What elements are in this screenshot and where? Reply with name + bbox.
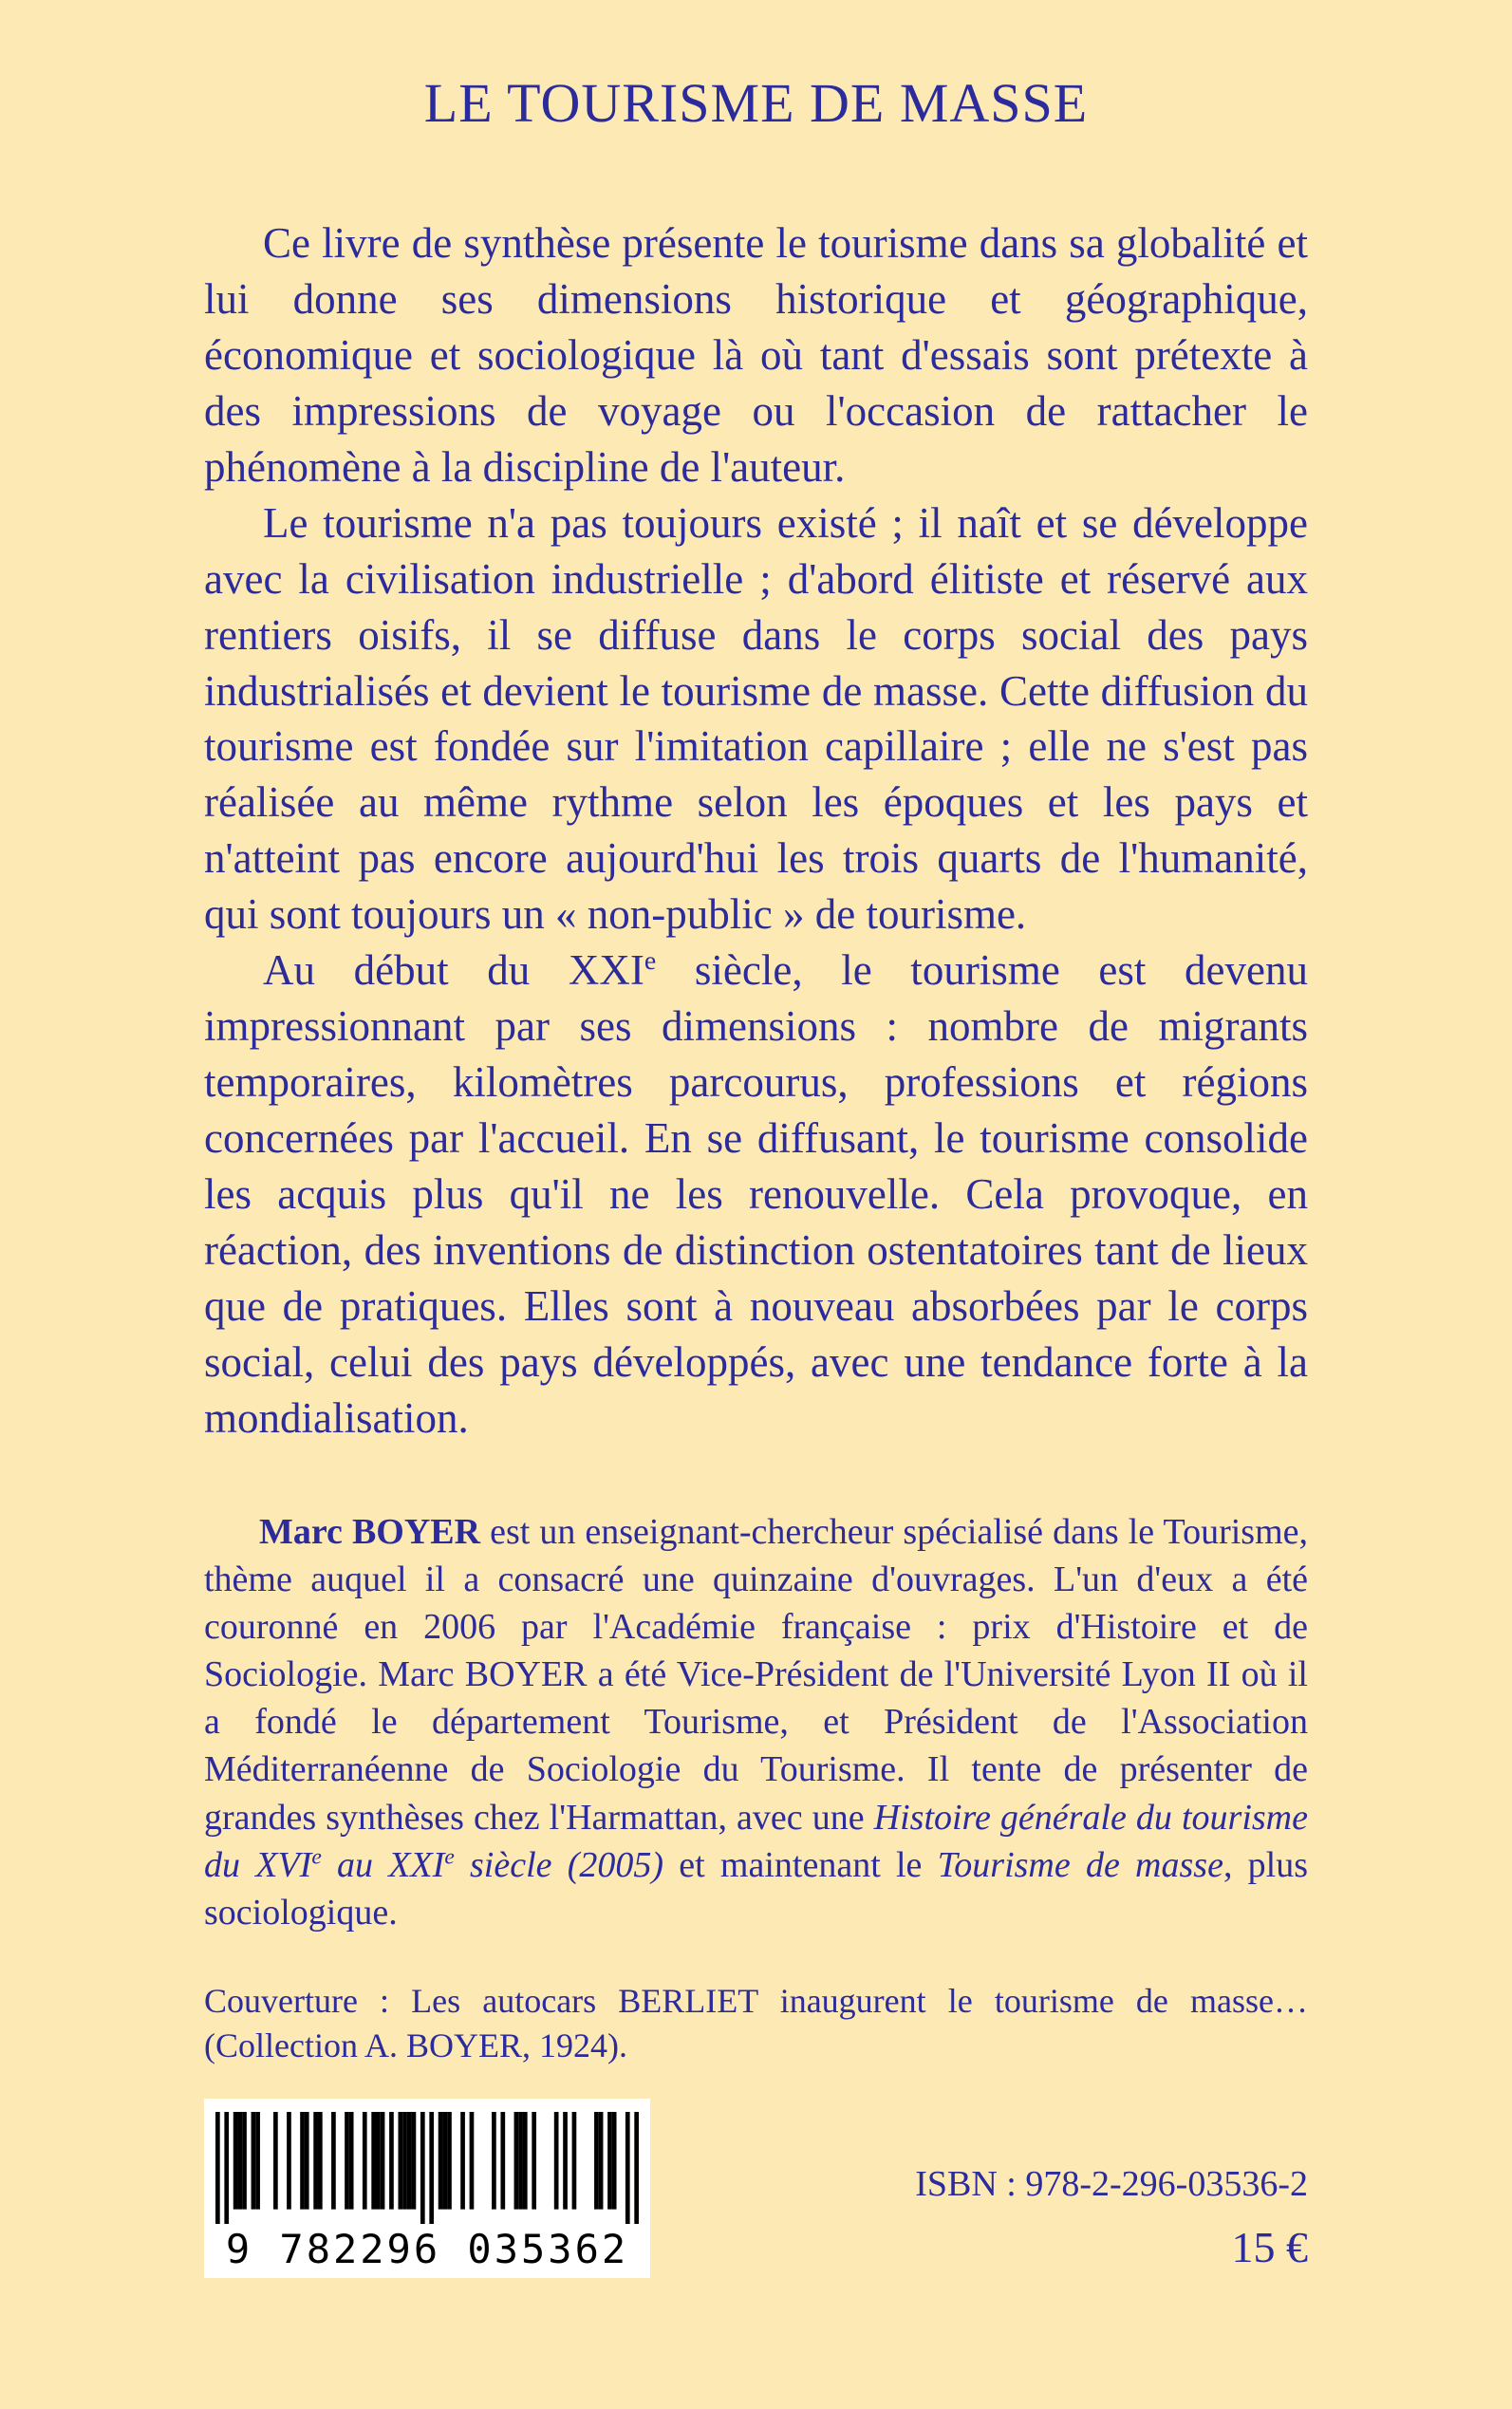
synopsis-paragraph-3: Au début du XXIe siècle, le tourisme est devenu impressionnant par ses dimensions : nombre de migrants temporaires, kilomètres parcourus, professions et régions concernées par l'accueil. En se diffusant, le tourisme consolide les acquis plus qu'il ne les renouvelle. Cela provoque, en réaction, des inventions de distinction ostentatoires tant de lieux que de pratiques. Elles sont à nouveau absorbées par le corps social, celui des pays développés, avec une tendance forte à la mondialisation. [204,946,1308,1442]
synopsis [204,215,1308,1447]
author-bio [204,1508,1308,1936]
synopsis-paragraph-2: Le tourisme n'a pas toujours existé ; il naît et se développe avec la civilisation industrielle ; d'abord élitiste et réservé aux rentiers oisifs, il se diffuse dans le corps social des pays industrialisés et devient le tourisme de masse. Cette diffusion du tourisme est fondée sur l'imitation capillaire ; elle ne s'est pas réalisée au même rythme selon les époques et les pays et n'atteint pas encore aujourd'hui les trois quarts de l'humanité, qui sont toujours un « non-public » de tourisme. [204,498,1308,939]
isbn-text: ISBN : 978-2-296-03536-2 [915,2163,1308,2204]
cover-credit: Couverture : Les autocars BERLIET inaugurent le tourisme de masse… (Collection A. BOYER, 1924). [204,1982,1308,2064]
barcode [215,2112,639,2224]
barcode-number: 9 782296 035362 [225,2225,629,2272]
price-text: 15 € [1231,2222,1308,2271]
bottom-row [204,2099,1308,2278]
synopsis-paragraph-1: Ce livre de synthèse présente le tourisme dans sa globalité et lui donne ses dimensions historique et géographique, économique et sociologique là où tant d'essais sont prétexte à des impressions de voyage ou l'occasion de rattacher le phénomène à la discipline de l'auteur. [204,219,1308,491]
isbn-block [915,2163,1308,2278]
barcode-panel [204,2099,650,2278]
author-bio-paragraph: Marc BOYER est un enseignant-chercheur spécialisé dans le Tourisme, thème auquel il a consacré une quinzaine d'ouvrages. L'un d'eux a été couronné en 2006 par l'Académie française : prix d'Histoire et de Sociologie. Marc BOYER a été Vice-Président de l'Université Lyon II où il a fondé le département Tourisme, et Président de l'Association Méditerranéenne de Sociologie du Tourisme. Il tente de présenter de grandes synthèses chez l'Harmattan, avec une Histoire générale du tourisme du XVIe au XXIe siècle (2005) et maintenant le Tourisme de masse, plus sociologique. [204,1511,1309,1933]
book-title: LE TOURISME DE MASSE [423,72,1089,134]
